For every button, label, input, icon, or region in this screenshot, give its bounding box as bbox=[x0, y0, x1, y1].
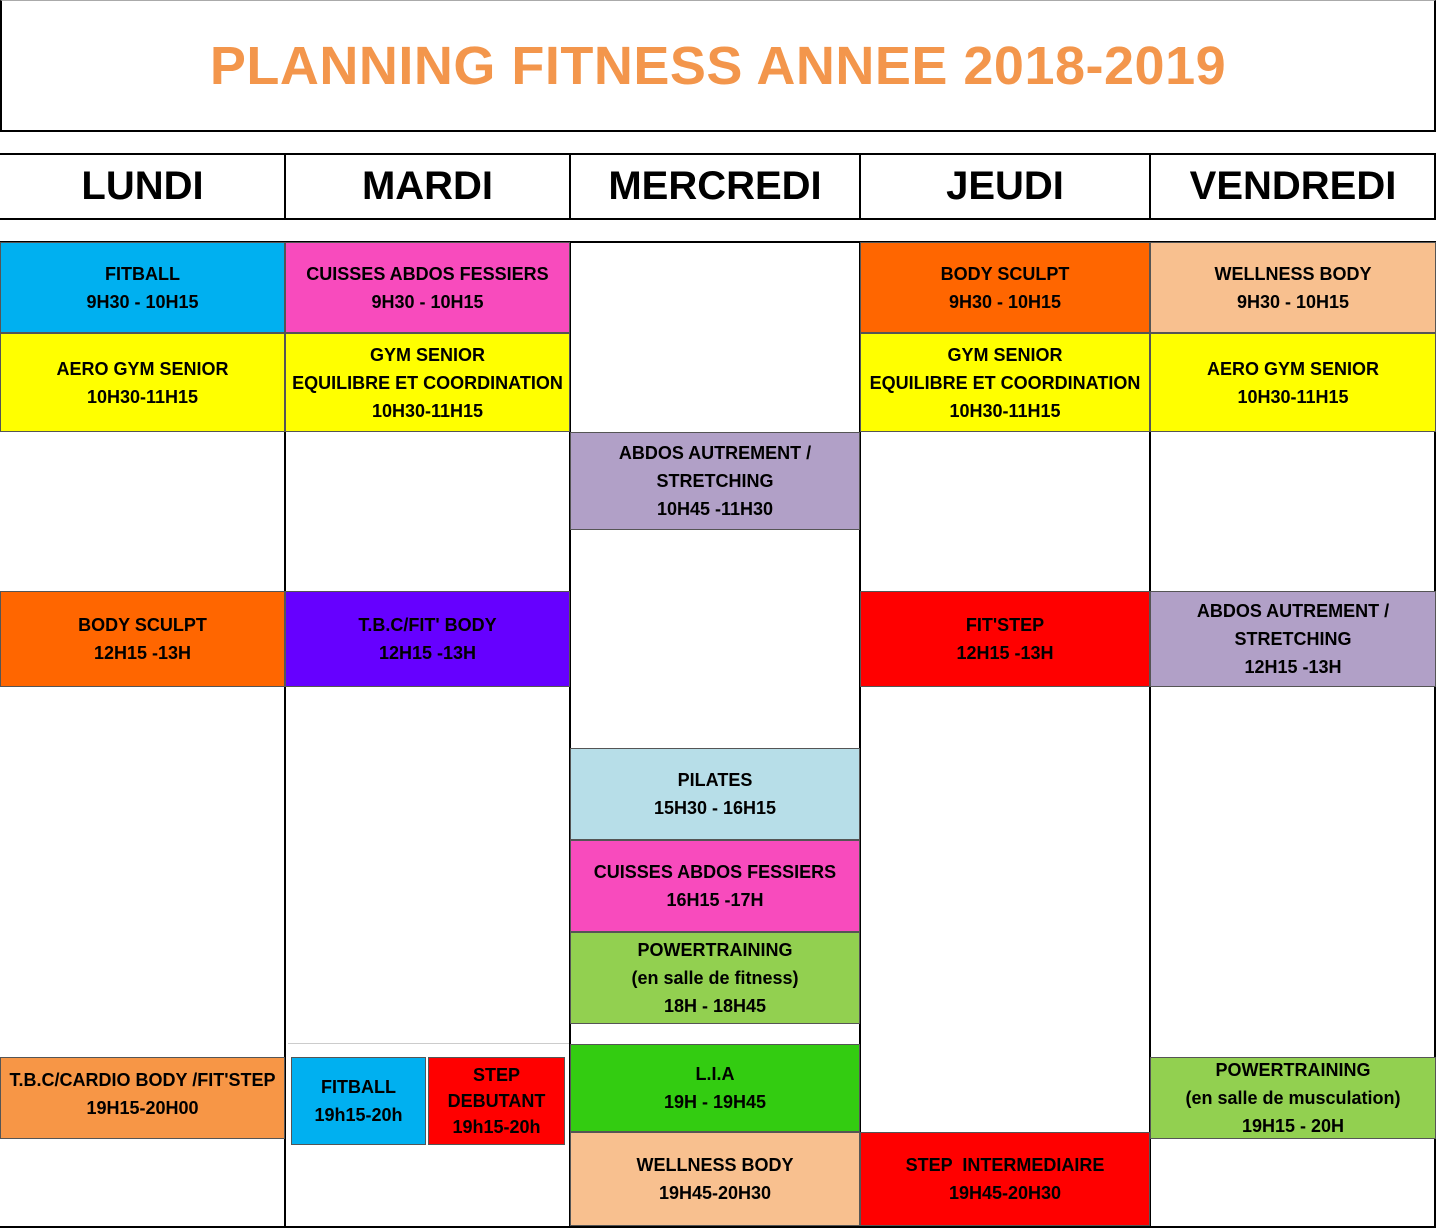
session-time: 18H - 18H45 bbox=[663, 996, 767, 1016]
session-time: 10H30-11H15 bbox=[371, 400, 484, 421]
session-time: 19h15-20h bbox=[452, 1117, 541, 1137]
session-mercredi-cuisses-abdos-fessiers bbox=[570, 840, 860, 932]
session-time: 12H15 -13H bbox=[956, 643, 1054, 663]
session-subtitle: (en salle de musculation) bbox=[1185, 1088, 1401, 1108]
session-name: CUISSES ABDOS FESSIERS bbox=[593, 862, 837, 882]
session-time: 19H15-20H00 bbox=[86, 1098, 199, 1118]
session-vendredi-powertraining bbox=[1150, 1057, 1436, 1139]
session-time: 10H30-11H15 bbox=[1237, 386, 1349, 407]
session-mardi-fitball bbox=[291, 1057, 426, 1145]
session-time: 19H45-20H30 bbox=[948, 1183, 1062, 1203]
session-jeudi-step-intermediaire bbox=[860, 1132, 1150, 1226]
session-mercredi-abdos-autrement bbox=[570, 432, 860, 530]
session-name: FITBALL bbox=[105, 263, 180, 284]
session-subtitle: STRETCHING bbox=[1234, 629, 1352, 649]
divider bbox=[284, 155, 286, 220]
day-jeudi: JEUDI bbox=[946, 164, 1064, 208]
divider bbox=[569, 155, 571, 220]
day-lundi: LUNDI bbox=[81, 164, 204, 208]
session-time: 12H15 -13H bbox=[378, 643, 477, 663]
session-time: 19H - 19H45 bbox=[663, 1092, 767, 1112]
session-vendredi-abdos-autrement bbox=[1150, 591, 1436, 687]
session-name: GYM SENIOR bbox=[947, 344, 1063, 365]
session-time: 19H15 - 20H bbox=[1241, 1116, 1345, 1136]
session-subtitle: DEBUTANT bbox=[447, 1091, 546, 1111]
session-time: 10H30-11H15 bbox=[949, 400, 1061, 421]
session-lundi-body-sculpt bbox=[0, 591, 285, 687]
session-lundi-aero-gym-senior bbox=[0, 333, 285, 432]
session-subtitle: EQUILIBRE ET COORDINATION bbox=[292, 372, 563, 393]
session-name: T.B.C/FIT' BODY bbox=[358, 615, 497, 635]
session-time: 9H30 - 10H15 bbox=[1236, 291, 1350, 312]
session-time: 10H45 -11H30 bbox=[656, 499, 774, 519]
session-lundi-tbc-cardio bbox=[0, 1057, 285, 1139]
session-lundi-fitball bbox=[0, 242, 285, 333]
session-subtitle: EQUILIBRE ET COORDINATION bbox=[869, 372, 1141, 393]
session-vendredi-aero-gym-senior bbox=[1150, 333, 1436, 432]
session-time: 12H15 -13H bbox=[1244, 657, 1342, 677]
session-jeudi-gym-senior bbox=[860, 333, 1150, 432]
session-name: BODY SCULPT bbox=[940, 263, 1070, 284]
page-title: PLANNING FITNESS ANNEE 2018-2019 bbox=[209, 35, 1227, 96]
session-name: POWERTRAINING bbox=[637, 940, 793, 960]
session-jeudi-fit-step bbox=[860, 591, 1150, 687]
session-time: 10H30-11H15 bbox=[86, 386, 199, 407]
session-name: FIT'STEP bbox=[965, 615, 1045, 635]
session-mercredi-pilates bbox=[570, 748, 860, 840]
session-name: PILATES bbox=[677, 770, 753, 790]
session-mardi-gym-senior bbox=[285, 333, 570, 432]
session-name: ABDOS AUTREMENT / bbox=[1196, 601, 1390, 621]
day-header-row bbox=[0, 153, 1436, 220]
day-vendredi: VENDREDI bbox=[1189, 164, 1397, 208]
session-mercredi-lia bbox=[570, 1044, 860, 1132]
session-name: CUISSES ABDOS FESSIERS bbox=[306, 263, 549, 284]
session-mardi-tbc-fit-body bbox=[285, 591, 570, 687]
divider bbox=[859, 155, 861, 220]
session-time: 19H45-20H30 bbox=[658, 1183, 772, 1203]
session-name: ABDOS AUTREMENT / bbox=[618, 443, 812, 463]
session-name: T.B.C/CARDIO BODY /FIT'STEP bbox=[9, 1070, 276, 1090]
session-time: 9H30 - 10H15 bbox=[948, 291, 1062, 312]
session-time: 9H30 - 10H15 bbox=[86, 291, 199, 312]
session-name: POWERTRAINING bbox=[1215, 1060, 1371, 1080]
session-time: 19h15-20h bbox=[314, 1105, 403, 1125]
session-name: STEP bbox=[472, 1065, 520, 1085]
session-subtitle: STRETCHING bbox=[656, 471, 774, 491]
session-name: FITBALL bbox=[321, 1077, 396, 1097]
divider bbox=[1149, 155, 1151, 220]
session-time: 16H15 -17H bbox=[666, 890, 764, 910]
session-name: WELLNESS BODY bbox=[1214, 263, 1372, 284]
session-mercredi-wellness-body bbox=[570, 1132, 860, 1226]
day-mercredi: MERCREDI bbox=[608, 164, 822, 208]
session-name: AERO GYM SENIOR bbox=[56, 358, 229, 379]
session-vendredi-wellness-body bbox=[1150, 242, 1436, 333]
session-time: 9H30 - 10H15 bbox=[371, 291, 484, 312]
session-name: STEP INTERMEDIAIRE bbox=[905, 1155, 1105, 1175]
session-name: AERO GYM SENIOR bbox=[1206, 358, 1380, 379]
session-time: 12H15 -13H bbox=[93, 643, 192, 663]
session-mardi-step-debutant bbox=[428, 1057, 565, 1145]
title-box bbox=[0, 0, 1436, 132]
session-name: L.I.A bbox=[695, 1064, 735, 1084]
session-name: GYM SENIOR bbox=[369, 344, 485, 365]
session-subtitle: (en salle de fitness) bbox=[631, 968, 799, 988]
session-name: WELLNESS BODY bbox=[636, 1155, 794, 1175]
session-name: BODY SCULPT bbox=[78, 615, 207, 635]
session-mercredi-powertraining bbox=[570, 932, 860, 1024]
divider bbox=[288, 1043, 569, 1044]
day-mardi: MARDI bbox=[361, 164, 494, 208]
session-time: 15H30 - 16H15 bbox=[653, 798, 777, 818]
session-jeudi-body-sculpt bbox=[860, 242, 1150, 333]
session-mardi-cuisses-abdos-fessiers bbox=[285, 242, 570, 333]
